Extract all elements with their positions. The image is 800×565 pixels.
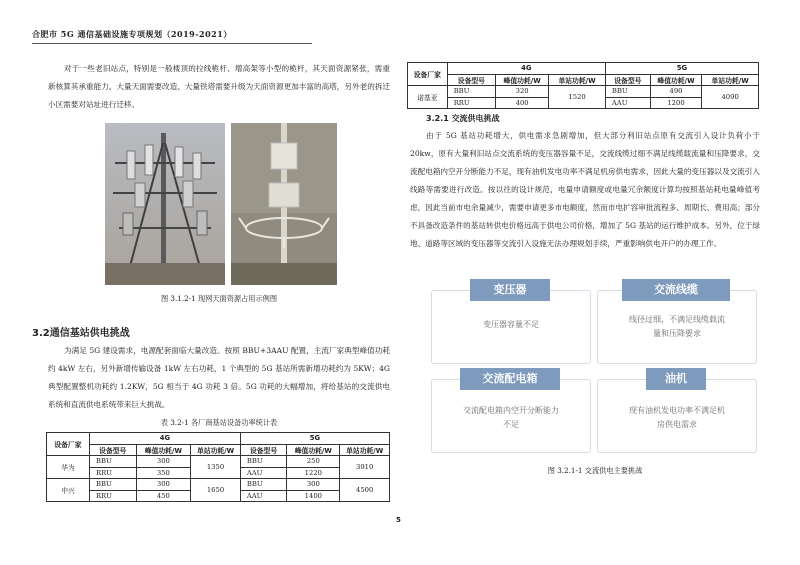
peak-cell: 350 <box>136 467 191 479</box>
model-cell: BBU <box>605 86 650 98</box>
peak-cell: 1400 <box>287 490 340 502</box>
card-desc: 变压器容量不足 <box>483 320 539 329</box>
card-desc: 量和压降要求 <box>653 329 701 338</box>
header-station-5g: 单站功耗/W <box>340 444 390 456</box>
card-desc: 不足 <box>503 420 519 429</box>
station-cell: 1350 <box>191 456 241 479</box>
peak-cell: 450 <box>136 490 191 502</box>
model-cell: AAU <box>240 467 286 479</box>
station-cell: 1650 <box>191 479 241 502</box>
model-cell: RRU <box>89 467 136 479</box>
station-cell: 1520 <box>549 86 606 109</box>
header-station-5g: 单站功耗/W <box>702 74 759 86</box>
table-row <box>408 86 759 98</box>
model-cell: BBU <box>447 86 495 98</box>
header-5g: 5G <box>240 433 389 445</box>
header-station-4g: 单站功耗/W <box>191 444 241 456</box>
model-cell: BBU <box>89 456 136 468</box>
peak-cell: 490 <box>650 86 701 98</box>
station-cell: 3910 <box>340 456 390 479</box>
header-peak-5g: 峰值功耗/W <box>287 444 340 456</box>
intro-paragraph: 对于一些老旧站点，特别是一般楼顶的拉线桅杆、增高架等小型的桅杆，其天面资源紧张，需重新核算其承重能力。大量天面需要改造、大量铁塔需要升级为天面资源更加丰富的高塔，另外老的拆迁小区需要对站址进行迁移。 <box>48 64 390 109</box>
header-model-4g: 设备型号 <box>89 444 136 456</box>
card-desc: 线径过细，不满足线缆载流 <box>629 315 725 324</box>
card-desc: 现有油机发电功率不满足机 <box>629 406 725 415</box>
card-title: 交流配电箱 <box>460 368 560 390</box>
header-peak-5g: 峰值功耗/W <box>650 74 701 86</box>
section-paragraph: 为满足 5G 建设需求，电源配套面临大量改造。按照 BBU+3AAU 配置，主流厂家典型峰值功耗约 4kW 左右，另外新增传输设备 1kW 左右功耗，1 个典型的 5G 基站所需新增功耗约为 5KW；4G 典型配置整机功耗约 1.2KW，5G 相当于 4G 功耗 3 倍。5G 功耗的大幅增加，将给基站的交流供电系统和直流供电系统带来巨大挑战。 <box>48 346 390 409</box>
card-title: 油机 <box>646 368 706 390</box>
vendor-cell: 诺基亚 <box>408 86 448 109</box>
model-cell: RRU <box>447 97 495 109</box>
header-peak-4g: 峰值功耗/W <box>496 74 549 86</box>
section-heading: 3.2通信基站供电挑战 <box>32 328 130 339</box>
peak-cell: 300 <box>287 479 340 491</box>
power-table-left <box>46 432 390 502</box>
header-model-5g: 设备型号 <box>240 444 286 456</box>
peak-cell: 1200 <box>650 97 701 109</box>
challenge-card-transformer <box>431 283 591 364</box>
peak-cell: 400 <box>496 97 549 109</box>
model-cell: AAU <box>240 490 286 502</box>
tower-photo-left <box>105 123 225 285</box>
challenge-card-cable <box>597 283 757 364</box>
station-cell: 4090 <box>702 86 759 109</box>
header-peak-4g: 峰值功耗/W <box>136 444 191 456</box>
card-title: 变压器 <box>470 279 550 301</box>
peak-cell: 320 <box>496 86 549 98</box>
header-5g: 5G <box>605 63 758 75</box>
header-model-4g: 设备型号 <box>447 74 495 86</box>
card-desc: 房供电需求 <box>657 420 697 429</box>
peak-cell: 300 <box>136 456 191 468</box>
header-station-4g: 单站功耗/W <box>549 74 606 86</box>
subsection-heading: 3.2.1 交流供电挑战 <box>426 114 500 123</box>
header-model-5g: 设备型号 <box>605 74 650 86</box>
model-cell: BBU <box>240 479 286 491</box>
header-vendor: 设备厂家 <box>47 433 90 456</box>
vendor-cell: 华为 <box>47 456 90 479</box>
table-caption: 表 3.2-1 各厂商基站设备功率统计表 <box>160 418 278 427</box>
model-cell: BBU <box>240 456 286 468</box>
ac-power-paragraph: 由于 5G 基站功耗增大，供电需求急剧增加，但大部分利旧站点原有交流引入设计负荷小于 20kw，原有大量利旧站点交流系统的变压器容量不足，交流线缆过细不满足线缆载流量和压降要求，交流配电箱内空开分断能力不足，现有油机发电功率不满足机房供电需求，因此大量的变压器以及交流引入线路等需要进行改造。按以往的设计规范，电量申请额度或电量冗余额度计算均按照基站耗电量峰值考虑，因此当前市电余量减少，需要申请更多市电额度，然而市电扩容审批流程多、周期长、费用高；部分不具备改造条件的基站转供电价格远高于供电公司价格，增加了 5G 基站的运行维护成本。另外，位于绿地、道路等区域的变压器等交流引入设施无法办理规划手续，严重影响供电开户的办理工作。 <box>410 131 760 248</box>
vendor-cell: 中兴 <box>47 479 90 502</box>
model-cell: BBU <box>89 479 136 491</box>
page-number: 5 <box>396 516 401 524</box>
header-4g: 4G <box>89 433 240 445</box>
peak-cell: 1220 <box>287 467 340 479</box>
tower-photo-right <box>231 123 337 285</box>
card-desc: 交流配电箱内空开分断能力 <box>463 406 559 415</box>
power-table-right <box>407 62 759 109</box>
header-vendor: 设备厂家 <box>408 63 448 86</box>
running-header: 合肥市 5G 通信基础设施专项规划（2019-2021） <box>32 29 232 39</box>
table-row <box>47 479 390 491</box>
model-cell: AAU <box>605 97 650 109</box>
card-title: 交流线缆 <box>622 279 730 301</box>
challenge-card-distribution-box <box>431 372 591 453</box>
model-cell: RRU <box>89 490 136 502</box>
header-rule <box>32 43 312 44</box>
figure-caption-tower: 图 3.1.2-1 现网天面资源占用示例图 <box>160 294 278 303</box>
table-row <box>47 456 390 468</box>
peak-cell: 300 <box>136 479 191 491</box>
header-4g: 4G <box>447 63 605 75</box>
challenge-card-generator <box>597 372 757 453</box>
station-cell: 4500 <box>340 479 390 502</box>
peak-cell: 250 <box>287 456 340 468</box>
figure-caption-challenges: 图 3.2.1-1 交流供电主要挑战 <box>547 466 643 475</box>
